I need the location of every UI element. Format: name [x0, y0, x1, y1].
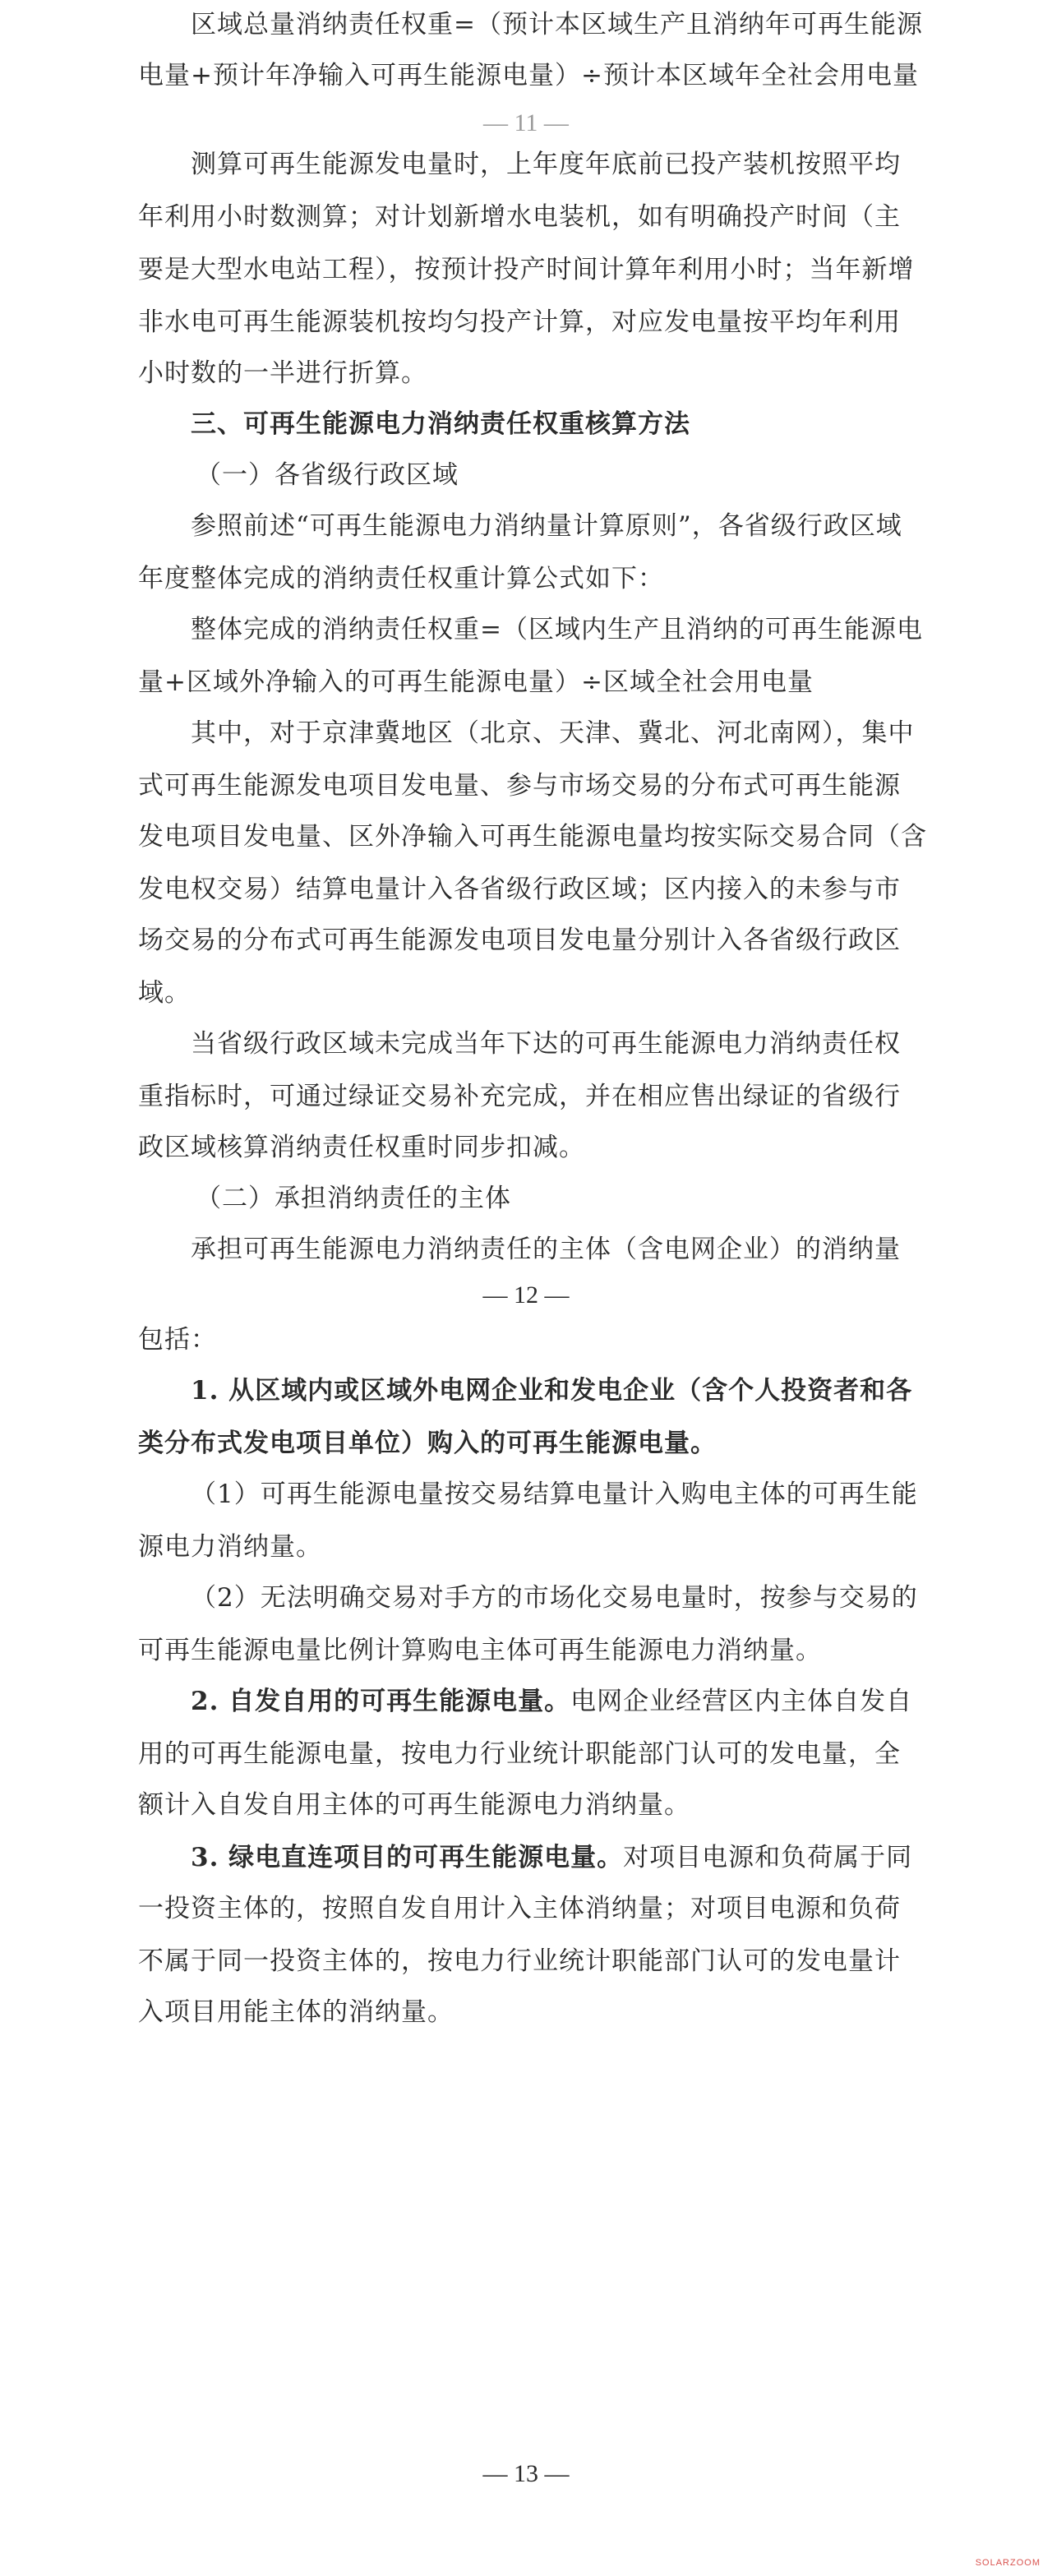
text-line: 重指标时，可通过绿证交易补充完成，并在相应售出绿证的省级行	[138, 1082, 901, 1111]
item-3-heading: 3. 绿电直连项目的可再生能源电量。	[191, 1843, 624, 1872]
text-line: 一投资主体的，按照自发自用计入主体消纳量；对项目电源和负荷	[138, 1894, 901, 1923]
subsection-heading-1: （一）各省级行政区域	[196, 460, 459, 490]
text-line: 额计入自发自用主体的可再生能源电力消纳量。	[138, 1790, 690, 1820]
text-line: 承担可再生能源电力消纳责任的主体（含电网企业）的消纳量	[191, 1235, 901, 1264]
watermark: SOLARZOOM	[975, 2558, 1040, 2568]
text-line: 要是大型水电站工程），按预计投产时间计算年利用小时；当年新增	[138, 255, 915, 284]
text-line: 入项目用能主体的消纳量。	[138, 1997, 454, 2027]
text-line: 当省级行政区域未完成当年下达的可再生能源电力消纳责任权	[191, 1029, 901, 1059]
text-line: 域。	[138, 978, 191, 1008]
text-line: 发电项目发电量、区外净输入可再生能源电量均按实际交易合同（含	[138, 822, 927, 852]
text-line: 参照前述“可再生能源电力消纳量计算原则”，各省级行政区域	[191, 511, 902, 541]
formula-line: 整体完成的消纳责任权重=（区域内生产且消纳的可再生能源电	[191, 615, 923, 644]
text-line: 场交易的分布式可再生能源发电项目发电量分别计入各省级行政区	[138, 926, 901, 955]
text-line: 非水电可再生能源装机按均匀投产计算，对应发电量按平均年利用	[138, 307, 901, 337]
item-3-line	[191, 1841, 916, 1874]
text-line: 区域总量消纳责任权重=（预计本区域生产且消纳年可再生能源	[191, 10, 923, 39]
item-2-text: 电网企业经营区内主体自发自	[570, 1687, 913, 1716]
text-line: 用的可再生能源电量，按电力行业统计职能部门认可的发电量，全	[138, 1739, 901, 1769]
text-line: 可再生能源电量比例计算购电主体可再生能源电力消纳量。	[138, 1636, 822, 1665]
page-number-11: — 11 —	[483, 109, 569, 136]
text-line: 包括：	[138, 1325, 217, 1355]
item-2-line	[191, 1685, 916, 1718]
formula-line: 量+区域外净输入的可再生能源电量）÷区域全社会用电量	[138, 667, 814, 697]
text-line: 发电权交易）结算电量计入各省级行政区域；区内接入的未参与市	[138, 875, 901, 904]
page-number-12: — 12 —	[482, 1281, 570, 1309]
text-line: 小时数的一半进行折算。	[138, 358, 427, 388]
subsection-heading-2: （二）承担消纳责任的主体	[196, 1184, 511, 1213]
text-line: （1）可再生能源电量按交易结算电量计入购电主体的可再生能	[191, 1480, 918, 1509]
text-line: 年利用小时数测算；对计划新增水电装机，如有明确投产时间（主	[138, 202, 901, 232]
text-line: （2）无法明确交易对手方的市场化交易电量时，按参与交易的	[191, 1583, 918, 1613]
item-2-heading: 2. 自发自用的可再生能源电量。	[191, 1687, 571, 1716]
text-line: 测算可再生能源发电量时，上年度年底前已投产装机按照平均	[191, 150, 901, 179]
text-line: 源电力消纳量。	[138, 1532, 322, 1562]
text-line: 不属于同一投资主体的，按电力行业统计职能部门认可的发电量计	[138, 1946, 901, 1976]
page-number-13: — 13 —	[482, 2460, 570, 2487]
text-line: 年度整体完成的消纳责任权重计算公式如下：	[138, 564, 664, 593]
section-heading-3: 三、可再生能源电力消纳责任权重核算方法	[191, 409, 690, 439]
text-line: 其中，对于京津冀地区（北京、天津、冀北、河北南网），集中	[191, 718, 915, 748]
item-1-heading-cont: 类分布式发电项目单位）购入的可再生能源电量。	[138, 1429, 717, 1458]
item-1-heading: 1. 从区域内或区域外电网企业和发电企业（含个人投资者和各	[191, 1376, 913, 1406]
item-3-text: 对项目电源和负荷属于同	[623, 1843, 913, 1872]
text-line: 政区域核算消纳责任权重时同步扣减。	[138, 1133, 585, 1162]
text-line: 式可再生能源发电项目发电量、参与市场交易的分布式可再生能源	[138, 771, 901, 801]
text-line: 电量+预计年净输入可再生能源电量）÷预计本区域年全社会用电量	[138, 61, 919, 90]
